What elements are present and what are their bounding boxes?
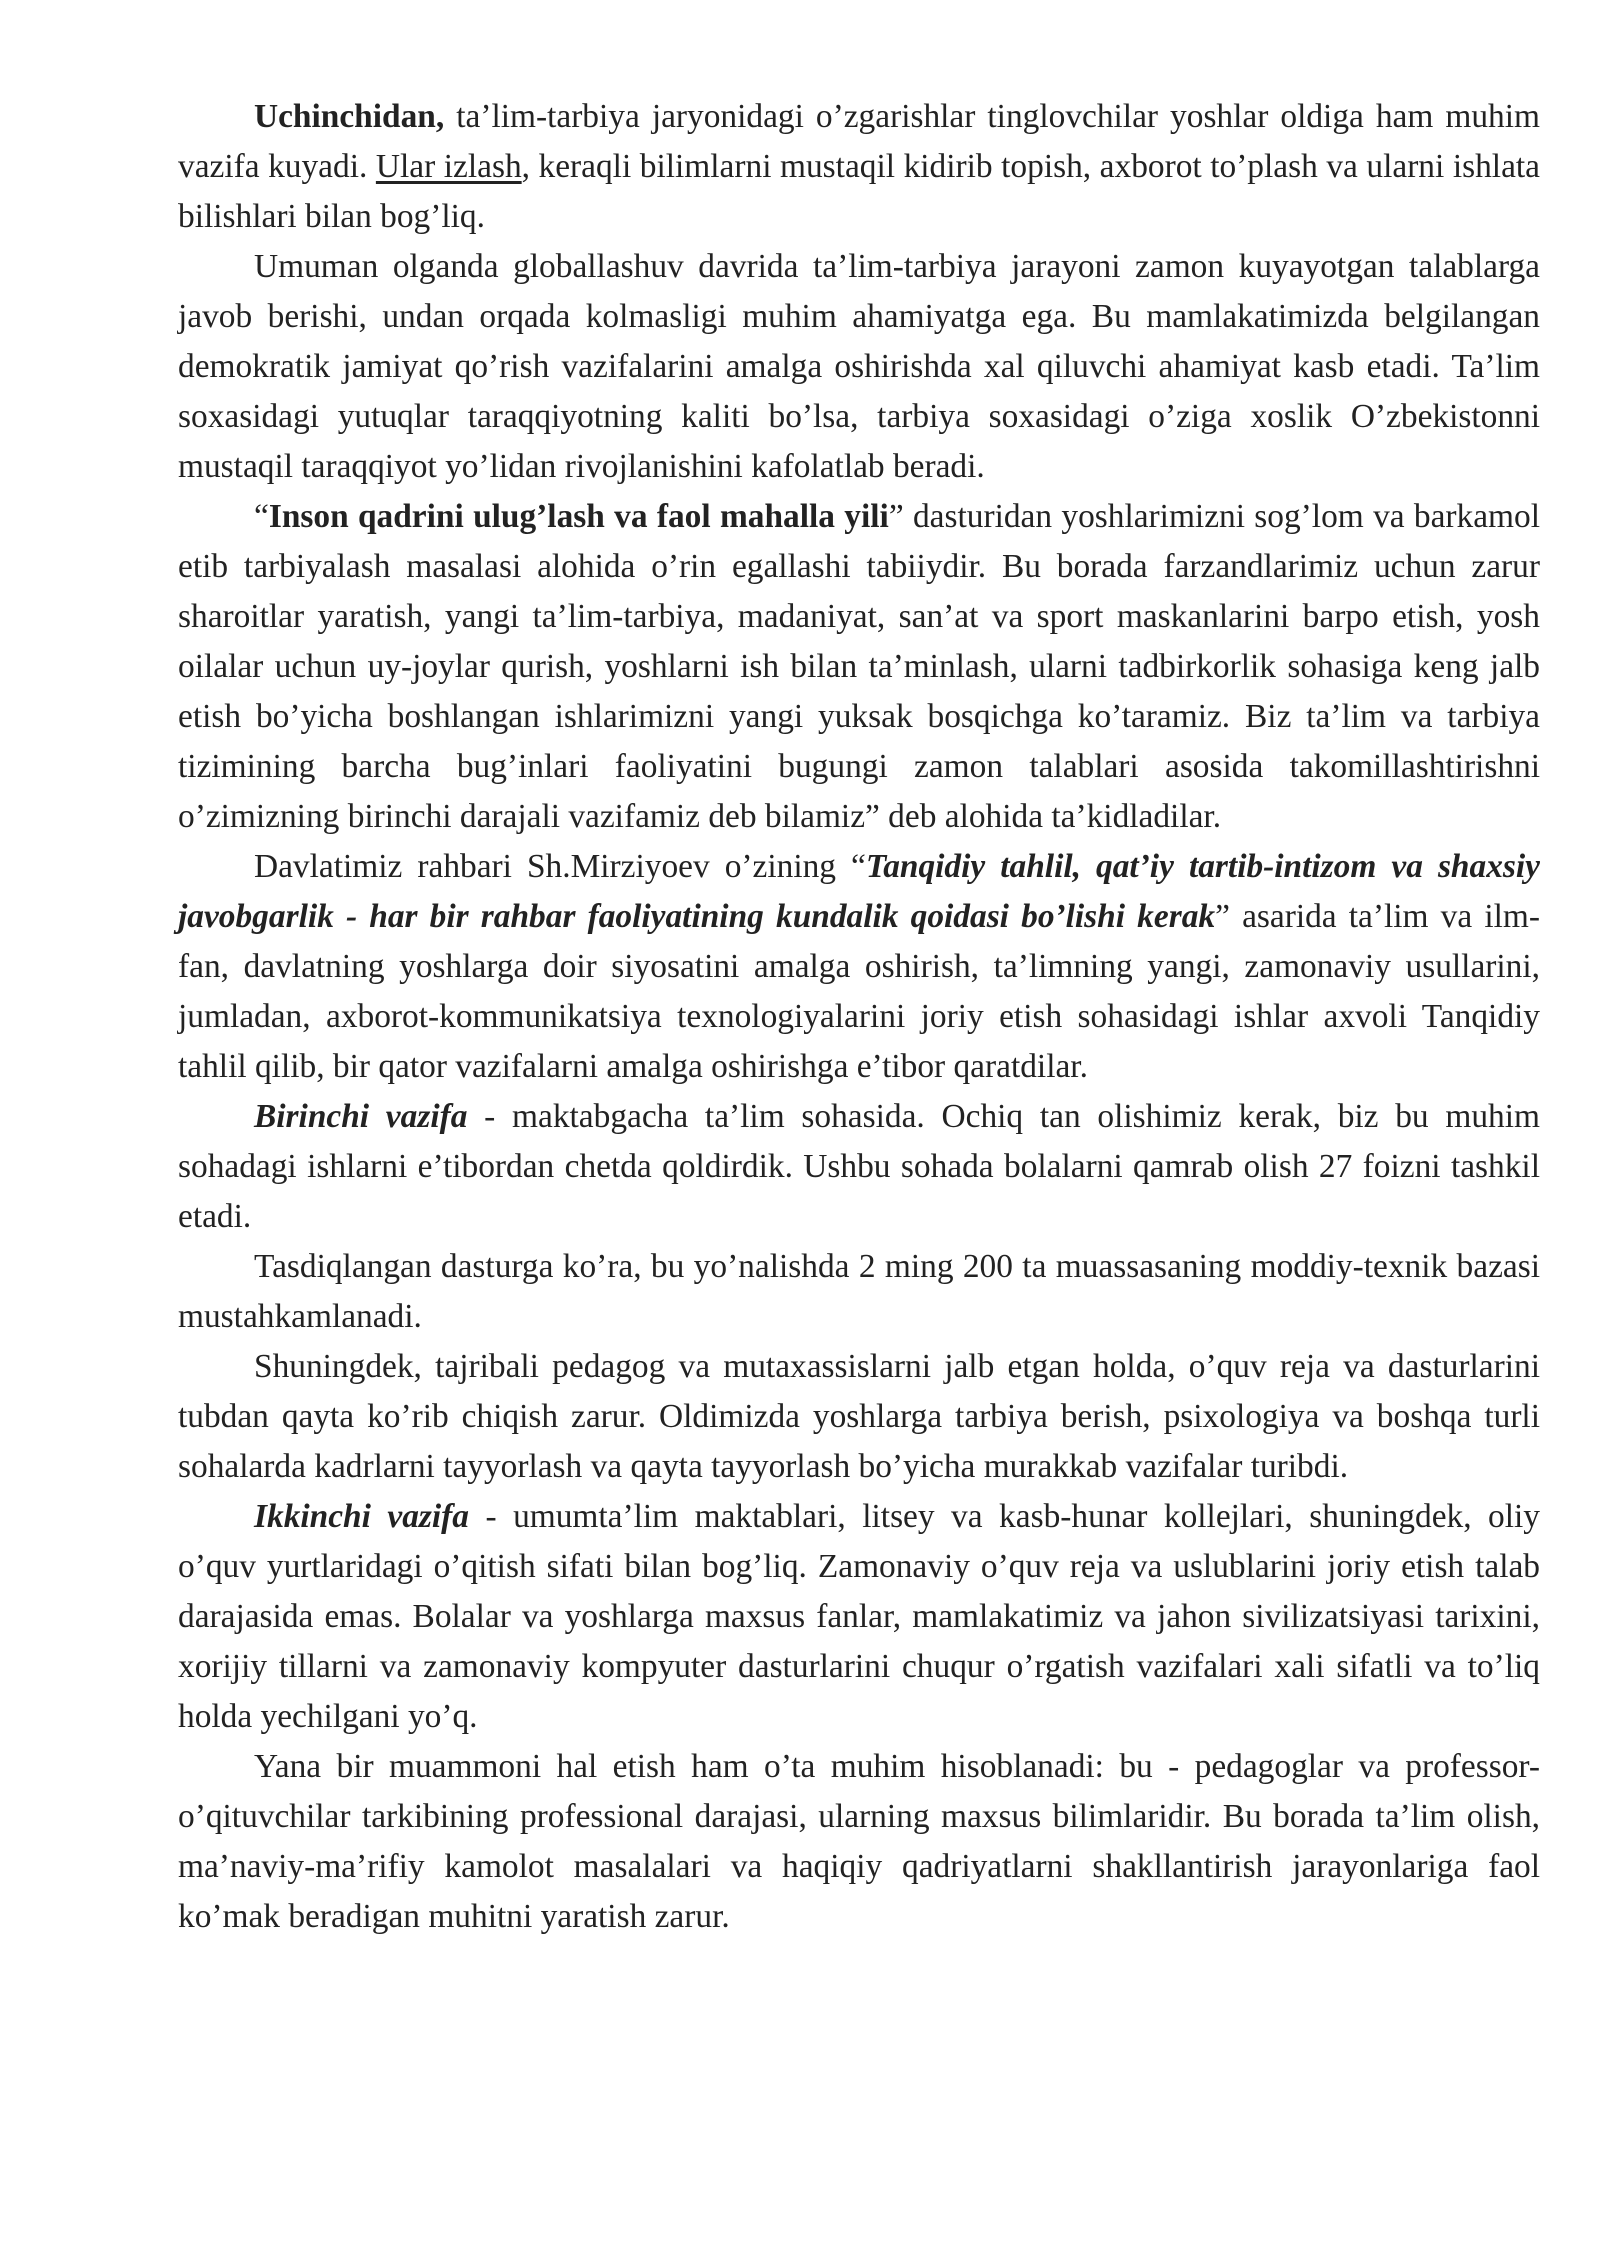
paragraph-4 [178, 842, 1540, 1092]
first-task-heading: Birinchi vazifa [254, 1098, 468, 1135]
paragraph-1-text-a: ta’lim-tarbiya jaryonidagi o’zgarishlar tinglovchilar yoshlar oldiga ham muhim vazifa kuyadi. [178, 98, 1540, 185]
underlined-phrase: Ular izlash [375, 148, 522, 185]
paragraph-1 [178, 92, 1540, 242]
paragraph-8-text: - umumta’lim maktablari, litsey va kasb-hunar kollejlari, shuningdek, oliy o’quv yurtlaridagi o’qitish sifati bilan bog’liq. Zamonaviy o’quv reja va uslublarini joriy etish talab darajasida emas. Bolalar va yoshlarga maxsus fanlar, mamlakatimiz va jahon sivilizatsiyasi tarixini, xorijiy tillarni va zamonaviy kompyuter dasturlarini chuqur o’rgatish vazifalari xali sifatli va to’liq holda yechilgani yo’q. [178, 1498, 1540, 1735]
paragraph-4-lead: Davlatimiz rahbari Sh.Mirziyoev o’zining “ [254, 848, 866, 885]
paragraph-6: Tasdiqlangan dasturga ko’ra, bu yo’nalishda 2 ming 200 ta muassasaning moddiy-texnik bazasi mustahkamlanadi. [178, 1248, 1540, 1335]
paragraph-5-text: - maktabgacha ta’lim sohasida. Ochiq tan olishimiz kerak, biz bu muhim sohadagi ishlarni e’tibordan chetda qoldirdik. Ushbu sohada bolalarni qamrab olish 27 foizni tashkil etadi. [178, 1098, 1540, 1235]
paragraph-9: Yana bir muammoni hal etish ham o’ta muhim hisoblanadi: bu - pedagoglar va professor-o’qituvchilar tarkibining professional darajasi, ularning maxsus bilimlaridir. Bu borada ta’lim olish, ma’naviy-ma’rifiy kamolot masalalari va haqiqiy qadriyatlarni shakllantirish jarayonlariga faol ko’mak beradigan muhitni yaratish zarur. [178, 1748, 1540, 1935]
paragraph-8 [178, 1492, 1540, 1742]
document-page [178, 92, 1540, 1942]
paragraph-4-text: ” asarida ta’lim va ilm-fan, davlatning yoshlarga doir siyosatini amalga oshirish, ta’limning yangi, zamonaviy usullarini, jumladan, axborot-kommunikatsiya texnologiyalarini joriy etish sohasidagi ishlar axvoli Tanqidiy tahlil qilib, bir qator vazifalarni amalga oshirishga e’tibor qaratdilar. [178, 898, 1540, 1085]
paragraph-1-lead: Uchinchidan, [254, 98, 445, 135]
paragraph-3 [178, 492, 1540, 842]
paragraph-2: Umuman olganda globallashuv davrida ta’lim-tarbiya jarayoni zamon kuyayotgan talablarga javob berishi, undan orqada kolmasligi muhim ahamiyatga ega. Bu mamlakatimizda belgilangan demokratik jamiyat qo’rish vazifalarini amalga oshirishda xal qiluvchi ahamiyat kasb etadi. Ta’lim soxasidagi yutuqlar taraqqiyotning kaliti bo’lsa, tarbiya soxasidagi o’ziga xoslik O’zbekistonni mustaqil taraqqiyot yo’lidan rivojlanishini kafolatlab beradi. [178, 248, 1540, 485]
paragraph-3-text: ” dasturidan yoshlarimizni sog’lom va barkamol etib tarbiyalash masalasi alohida o’rin egallashi tabiiydir. Bu borada farzandlarimiz uchun zarur sharoitlar yaratish, yangi ta’lim-tarbiya, madaniyat, san’at va sport maskanlarini barpo etish, yosh oilalar uchun uy-joylar qurish, yoshlarni ish bilan ta’minlash, ularni tadbirkorlik sohasiga keng jalb etish bo’yicha boshlangan ishlarimizni yangi yuksak bosqichga ko’taramiz. Biz ta’lim va tarbiya tizimining barcha bug’inlari faoliyatini bugungi zamon talablari asosida takomillashtirishni o’zimizning birinchi darajali vazifamiz deb bilamiz” deb alohida ta’kidladilar. [178, 498, 1540, 835]
paragraph-5 [178, 1092, 1540, 1242]
paragraph-7: Shuningdek, tajribali pedagog va mutaxassislarni jalb etgan holda, o’quv reja va dasturlarini tubdan qayta ko’rib chiqish zarur. Oldimizda yoshlarga tarbiya berish, psixologiya va boshqa turli sohalarda kadrlarni tayyorlash va qayta tayyorlash bo’yicha murakkab vazifalar turibdi. [178, 1348, 1540, 1485]
book-title: Tanqidiy tahlil, qat’iy tartib-intizom va shaxsiy javobgarlik - har bir rahbar faoliyatining kundalik qoidasi bo’lishi kerak [178, 848, 1540, 935]
paragraph-3-open-quote: “ [254, 498, 269, 535]
program-title: Inson qadrini ulug’lash va faol mahalla yili [268, 498, 889, 535]
second-task-heading: Ikkinchi vazifa [254, 1498, 469, 1535]
paragraph-1-text-b: , keraqli bilimlarni mustaqil kidirib topish, axborot to’plash va ularni ishlata bilishlari bilan bog’liq. [178, 148, 1540, 235]
